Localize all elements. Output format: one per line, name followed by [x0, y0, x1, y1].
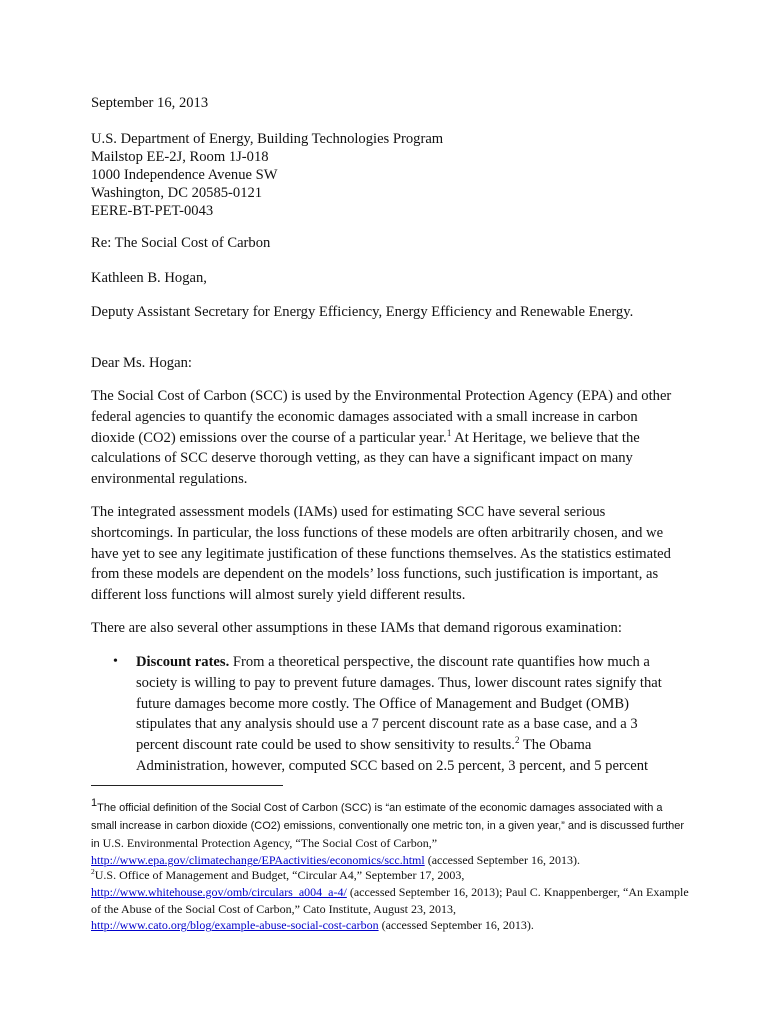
salutation: Dear Ms. Hogan:	[91, 355, 192, 371]
footnote-2-text-a: U.S. Office of Management and Budget, “Circular A4,” September 17, 2003,	[94, 868, 465, 882]
address-line-1: U.S. Department of Energy, Building Technologies Program	[91, 131, 444, 147]
footnote-ref-2[interactable]: 2	[514, 735, 520, 746]
address-line-3: 1000 Independence Avenue SW	[91, 167, 278, 183]
re-line: Re: The Social Cost of Carbon	[91, 235, 271, 251]
footnote-1-text: The official definition of the Social Cost of Carbon (SCC) is “an estimate of the economic damages associated with a small increase in carbon dioxide (CO2) emissions, conventionally one metric ton, in a given year,” and is discussed further in	[91, 802, 685, 850]
address-line-2: Mailstop EE-2J, Room 1J-018	[91, 149, 269, 165]
paragraph-1-text-a: The Social Cost of Carbon (SCC) is used by the Environmental Protection Agency (EPA) and other federal agencies to quantify the economic damages associated with a small increase in carbon dioxide (CO2) emissions over the course of a particular year.	[91, 388, 672, 446]
footnote-1-link[interactable]: http://www.epa.gov/climatechange/EPAactivities/economics/scc.html	[91, 853, 425, 868]
footnote-1-source: U.S. Environmental Protection Agency, “The Social Cost of Carbon,”	[99, 835, 438, 850]
footnote-2	[91, 867, 691, 934]
bullet-item-discount-rates	[136, 652, 676, 777]
recipient-title: Deputy Assistant Secretary for Energy Efficiency, Energy Efficiency and Renewable Energy.	[91, 304, 634, 320]
footnote-2-number: 2	[91, 867, 95, 876]
paragraph-2: The integrated assessment models (IAMs) used for estimating SCC have several serious shortcomings. In particular, the loss functions of these models are often arbitrarily chosen, and we have yet to see any legitimate justification of these functions themselves. As the statistics estimated from these models are dependent on the models’ loss functions, such justification is important, as different loss functions will almost surely yield different results.	[91, 504, 671, 604]
footnote-1-number: 1	[91, 797, 98, 809]
address-line-4: Washington, DC 20585-0121	[91, 185, 263, 201]
footnote-divider	[91, 785, 283, 786]
letter-date: September 16, 2013	[91, 95, 209, 111]
recipient-name: Kathleen B. Hogan,	[91, 270, 207, 286]
footnote-2-link-whitehouse[interactable]: http://www.whitehouse.gov/omb/circulars_a004_a-4/	[91, 884, 347, 899]
bullet-heading: Discount rates.	[136, 654, 230, 670]
bullet-point: •	[113, 654, 118, 669]
paragraph-1	[91, 386, 677, 490]
footnote-2-accessed: (accessed September 16, 2013).	[378, 918, 534, 933]
bullet-text-b: The Obama Administration, however, computed SCC based on 2.5 percent, 3 percent, and 5 percent	[136, 737, 649, 774]
address-line-5: EERE-BT-PET-0043	[91, 203, 214, 219]
paragraph-1-text-b: At Heritage, we believe that the calculations of SCC deserve thorough vetting, as they can have a significant impact on many environmental regulations.	[91, 429, 640, 488]
footnote-2-link-cato[interactable]: http://www.cato.org/blog/example-abuse-social-cost-carbon	[91, 918, 379, 933]
bullet-text-a: From a theoretical perspective, the discount rate quantifies how much a society is willing to pay to prevent future damages. Thus, lower discount rates signify that future damages become more costly. The Office of Management and Budget (OMB) stipulates that any analysis should use a 7 percent discount rate as a base case, and a 3 percent discount rate could be used to show sensitivity to results.	[136, 654, 662, 754]
footnote-2-text-b: (accessed September 16, 2013); Paul C. Knappenberger, “An Example of the Abuse of the Social Cost of Carbon,” Cato Institute, August 23, 2013,	[91, 884, 689, 916]
footnote-1	[91, 799, 691, 869]
footnote-1-accessed: (accessed September 16, 2013).	[424, 853, 580, 868]
paragraph-3: There are also several other assumptions in these IAMs that demand rigorous examination:	[91, 620, 622, 636]
footnote-ref-1[interactable]: 1	[446, 427, 452, 438]
